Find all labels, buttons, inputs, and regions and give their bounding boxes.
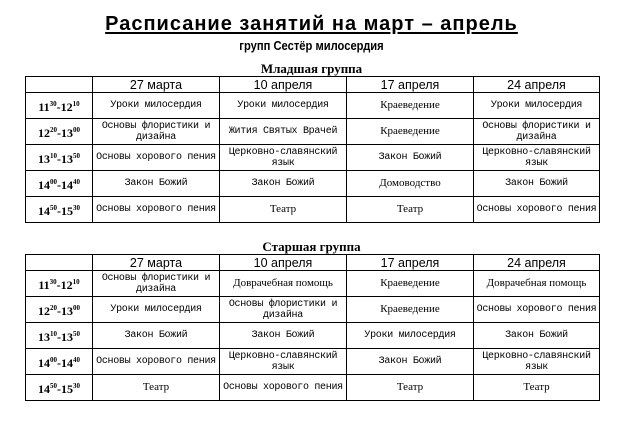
time-end-minutes: 00 — [73, 125, 80, 134]
lesson-cell: Закон Божий — [474, 171, 600, 197]
time-start-hour: 13 — [38, 329, 50, 344]
table-header-row — [26, 255, 600, 271]
time-end-minutes: 10 — [72, 99, 80, 108]
time-start-hour: 11 — [38, 99, 50, 114]
lesson-cell: Основы флористики и дизайна — [220, 297, 347, 323]
time-end-hour: 13 — [61, 125, 73, 140]
corner-cell — [26, 255, 93, 271]
table-row — [26, 297, 600, 323]
time-slot-cell: $11^{30}-12^{10}$ — [26, 93, 93, 119]
time-start-minutes: 20 — [50, 303, 57, 312]
time-end-hour: 13 — [61, 329, 73, 344]
time-slot-cell: $12^{20}-13^{00}$ — [26, 119, 93, 145]
lesson-cell: Закон Божий — [93, 323, 220, 349]
table-row — [26, 271, 600, 297]
lesson-cell: Основы флористики и дизайна — [93, 271, 220, 297]
time-slot-cell: $13^{10}-13^{50}$ — [26, 323, 93, 349]
lesson-cell: Доврачебная помощь — [474, 271, 600, 297]
time-end-hour: 12 — [60, 277, 73, 292]
senior-schedule-table — [25, 254, 600, 401]
table-row — [26, 375, 600, 401]
lesson-cell: Домоводство — [347, 171, 474, 197]
lesson-cell: Театр — [220, 197, 347, 223]
time-slot-cell: $14^{50}-15^{30}$ — [26, 375, 93, 401]
date-header: 27 марта — [93, 255, 220, 271]
time-slot-cell: $14^{00}-14^{40}$ — [26, 171, 93, 197]
time-end-minutes: 30 — [73, 381, 80, 390]
table-row — [26, 145, 600, 171]
lesson-cell: Доврачебная помощь — [220, 271, 347, 297]
time-start-hour: 14 — [38, 381, 50, 396]
lesson-cell: Церковно-славянский язык — [474, 145, 600, 171]
time-slot-cell: $11^{30}-12^{10}$ — [26, 271, 93, 297]
time-end-minutes: 30 — [73, 203, 80, 212]
time-slot-cell: $12^{20}-13^{00}$ — [26, 297, 93, 323]
time-start-minutes: 00 — [50, 177, 57, 186]
lesson-cell: Основы хорового пения — [474, 297, 600, 323]
lesson-cell: Театр — [347, 375, 474, 401]
time-start-hour: 14 — [38, 355, 50, 370]
time-slot-cell: $14^{00}-14^{40}$ — [26, 349, 93, 375]
corner-cell — [26, 77, 93, 93]
time-end-minutes: 40 — [73, 177, 80, 186]
junior-group-title: Младшая группа — [260, 61, 363, 76]
lesson-cell: Закон Божий — [474, 323, 600, 349]
page-subtitle: групп Сестёр милосердия — [239, 38, 384, 53]
lesson-cell: Краеведение — [347, 271, 474, 297]
table-row — [26, 119, 600, 145]
lesson-cell: Закон Божий — [347, 349, 474, 375]
time-end-hour: 13 — [61, 151, 73, 166]
lesson-cell: Основы хорового пения — [220, 375, 347, 401]
date-header: 10 апреля — [220, 77, 347, 93]
time-end-minutes: 10 — [72, 277, 80, 286]
date-header: 17 апреля — [347, 77, 474, 93]
lesson-cell: Театр — [347, 197, 474, 223]
time-end-hour: 12 — [60, 99, 73, 114]
time-start-minutes: 00 — [50, 355, 57, 364]
lesson-cell: Краеведение — [347, 297, 474, 323]
lesson-cell: Закон Божий — [220, 171, 347, 197]
time-end-hour: 14 — [61, 355, 73, 370]
time-end-minutes: 50 — [73, 329, 80, 338]
lesson-cell: Уроки милосердия — [220, 93, 347, 119]
lesson-cell: Основы хорового пения — [93, 349, 220, 375]
lesson-cell: Театр — [93, 375, 220, 401]
time-end-minutes: 50 — [73, 151, 80, 160]
date-header: 24 апреля — [474, 255, 600, 271]
table-row — [26, 323, 600, 349]
table-row — [26, 197, 600, 223]
table-row — [26, 171, 600, 197]
lesson-cell: Жития Святых Врачей — [220, 119, 347, 145]
time-start-minutes: 10 — [50, 151, 57, 160]
time-slot-cell: $13^{10}-13^{50}$ — [26, 145, 93, 171]
lesson-cell: Основы хорового пения — [474, 197, 600, 223]
time-end-hour: 15 — [61, 203, 73, 218]
lesson-cell: Церковно-славянский язык — [474, 349, 600, 375]
lesson-cell: Театр — [474, 375, 600, 401]
lesson-cell: Закон Божий — [93, 171, 220, 197]
time-start-minutes: 50 — [50, 203, 57, 212]
lesson-cell: Уроки милосердия — [93, 297, 220, 323]
time-start-hour: 12 — [38, 125, 50, 140]
time-end-minutes: 00 — [73, 303, 80, 312]
time-start-hour: 13 — [38, 151, 50, 166]
time-start-hour: 14 — [38, 177, 50, 192]
lesson-cell: Церковно-славянский язык — [220, 145, 347, 171]
date-header: 17 апреля — [347, 255, 474, 271]
table-row — [26, 93, 600, 119]
lesson-cell: Краеведение — [347, 119, 474, 145]
time-slot-cell: $14^{50}-15^{30}$ — [26, 197, 93, 223]
lesson-cell: Основы хорового пения — [93, 197, 220, 223]
page-title: Расписание занятий на март – апрель — [105, 13, 518, 35]
lesson-cell: Закон Божий — [220, 323, 347, 349]
lesson-cell: Уроки милосердия — [474, 93, 600, 119]
time-start-minutes: 50 — [50, 381, 57, 390]
time-start-minutes: 30 — [49, 277, 57, 286]
lesson-cell: Основы хорового пения — [93, 145, 220, 171]
lesson-cell: Закон Божий — [347, 145, 474, 171]
junior-schedule-table — [25, 76, 600, 223]
time-start-hour: 14 — [38, 203, 50, 218]
date-header: 10 апреля — [220, 255, 347, 271]
date-header: 27 марта — [93, 77, 220, 93]
senior-group-title: Старшая группа — [262, 239, 361, 254]
time-end-hour: 14 — [61, 177, 73, 192]
time-end-hour: 15 — [61, 381, 73, 396]
lesson-cell: Уроки милосердия — [93, 93, 220, 119]
table-header-row — [26, 77, 600, 93]
time-start-minutes: 10 — [50, 329, 57, 338]
time-start-hour: 12 — [38, 303, 50, 318]
time-start-minutes: 30 — [49, 99, 57, 108]
date-header: 24 апреля — [474, 77, 600, 93]
lesson-cell: Церковно-славянский язык — [220, 349, 347, 375]
time-start-minutes: 20 — [50, 125, 57, 134]
table-row — [26, 349, 600, 375]
lesson-cell: Краеведение — [347, 93, 474, 119]
lesson-cell: Основы флористики и дизайна — [474, 119, 600, 145]
lesson-cell: Основы флористики и дизайна — [93, 119, 220, 145]
time-end-hour: 13 — [61, 303, 73, 318]
time-start-hour: 11 — [38, 277, 50, 292]
lesson-cell: Уроки милосердия — [347, 323, 474, 349]
time-end-minutes: 40 — [73, 355, 80, 364]
